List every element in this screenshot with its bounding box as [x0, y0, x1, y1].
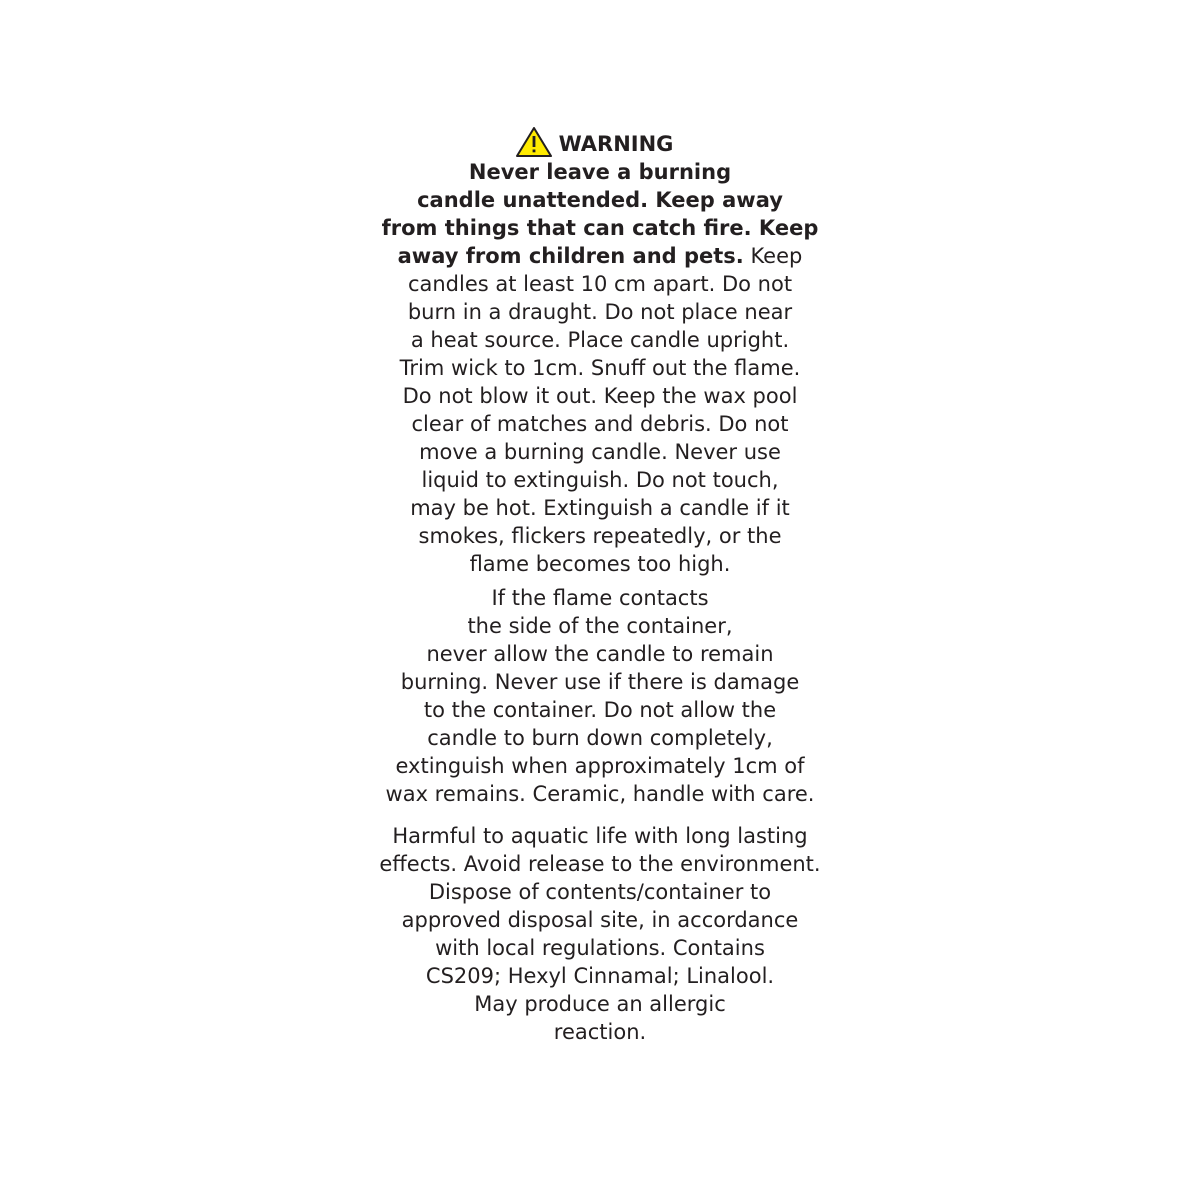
text-line: approved disposal site, in accordance [401, 908, 799, 932]
text-line: away from children and pets. Keep [397, 244, 803, 268]
text-line: clear of matches and debris. Do not [411, 412, 789, 436]
text-line: effects. Avoid release to the environment. [379, 852, 821, 876]
text-line: Trim wick to 1cm. Snuff out the flame. [399, 356, 801, 380]
text-line: smokes, flickers repeatedly, or the [418, 524, 782, 548]
text-line: from things that can catch fire. Keep [381, 216, 819, 240]
container-instructions [330, 584, 870, 808]
text-line: If the flame contacts [491, 586, 709, 610]
warning-title: WARNING [558, 132, 674, 156]
text-line: candle unattended. Keep away [417, 188, 783, 212]
text-line: move a burning candle. Never use [419, 440, 781, 464]
text-line: Harmful to aquatic life with long lasting [392, 824, 808, 848]
text-line: burn in a draught. Do not place near [407, 300, 793, 324]
text-line: flame becomes too high. [469, 552, 731, 576]
environmental-hazard-statement [330, 822, 870, 1046]
text-line: Dispose of contents/container to [428, 880, 772, 904]
warning-label [330, 130, 870, 1046]
text-line: liquid to extinguish. Do not touch, [421, 468, 779, 492]
text-line: the side of the container, [467, 614, 733, 638]
text-line: candles at least 10 cm apart. Do not [407, 272, 793, 296]
text-line: never allow the candle to remain [426, 642, 774, 666]
warning-triangle-icon [515, 126, 553, 158]
text-line: extinguish when approximately 1cm of [395, 754, 805, 778]
text-line: with local regulations. Contains [435, 936, 765, 960]
text-line: CS209; Hexyl Cinnamal; Linalool. [425, 964, 775, 988]
text-line: burning. Never use if there is damage [400, 670, 800, 694]
text-line: Do not blow it out. Keep the wax pool [402, 384, 798, 408]
safety-instructions [330, 158, 870, 578]
text-line: May produce an allergic [474, 992, 726, 1016]
text-line: to the container. Do not allow the [423, 698, 777, 722]
text-line: candle to burn down completely, [427, 726, 773, 750]
text-line: a heat source. Place candle upright. [410, 328, 790, 352]
text-line: reaction. [553, 1020, 647, 1044]
warning-header [318, 130, 870, 158]
text-line: may be hot. Extinguish a candle if it [410, 496, 790, 520]
text-line: wax remains. Ceramic, handle with care. [385, 782, 815, 806]
text-line: Never leave a burning [468, 160, 732, 184]
